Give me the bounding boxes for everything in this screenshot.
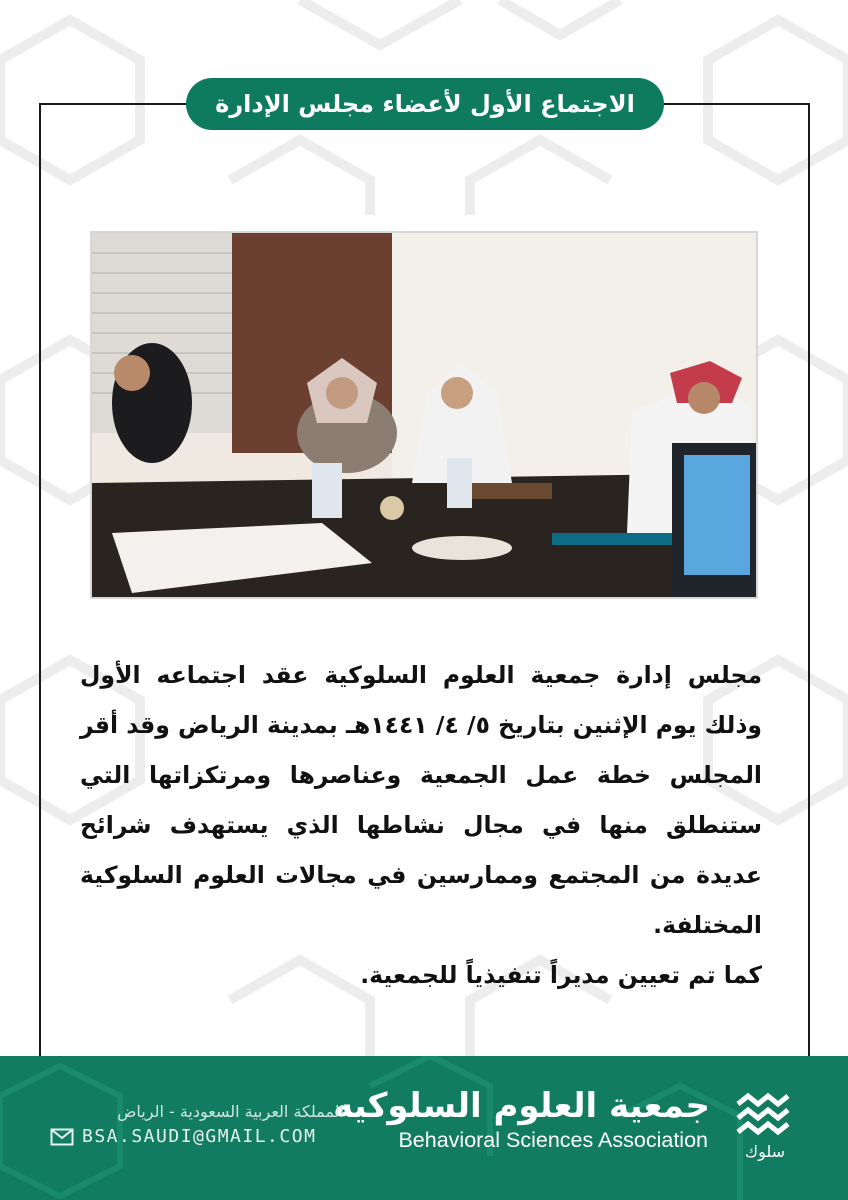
org-name-english: Behavioral Sciences Association [398, 1128, 708, 1152]
frame-border-left [39, 103, 41, 1056]
body-text [80, 650, 762, 1000]
email-address[interactable]: BSA.SAUDI@GMAIL.COM [82, 1126, 317, 1147]
body-paragraph: مجلس إدارة جمعية العلوم السلوكية عقد اجتماعه الأول وذلك يوم الإثنين بتاريخ ٥/ ٤/ ١٤٤١هـ بمدينة الرياض وقد أقر المجلس خطة عمل الجمعية وعناصرها ومرتكزاتها التي ستنطلق منها في مجال نشاطها الذي يستهدف شرائح عديدة من المجتمع وممارسين في مجالات العلوم السلوكية المختلفة. [80, 661, 763, 939]
body-paragraph-closing: كما تم تعيين مديراً تنفيذياً للجمعية. [360, 961, 762, 989]
meeting-photo [90, 231, 758, 599]
page-title: الاجتماع الأول لأعضاء مجلس الإدارة [186, 78, 664, 130]
frame-border-right [808, 103, 810, 1056]
envelope-icon [50, 1128, 74, 1146]
org-name-arabic: جمعية العلوم السلوكيه [333, 1086, 710, 1126]
frame-border-top-left [39, 103, 187, 105]
frame-border-top-right [664, 103, 810, 105]
email-contact[interactable] [50, 1126, 316, 1147]
location-text: المملكة العربية السعودية - الرياض [117, 1102, 344, 1121]
logo-wordmark: سلوك [744, 1142, 786, 1161]
